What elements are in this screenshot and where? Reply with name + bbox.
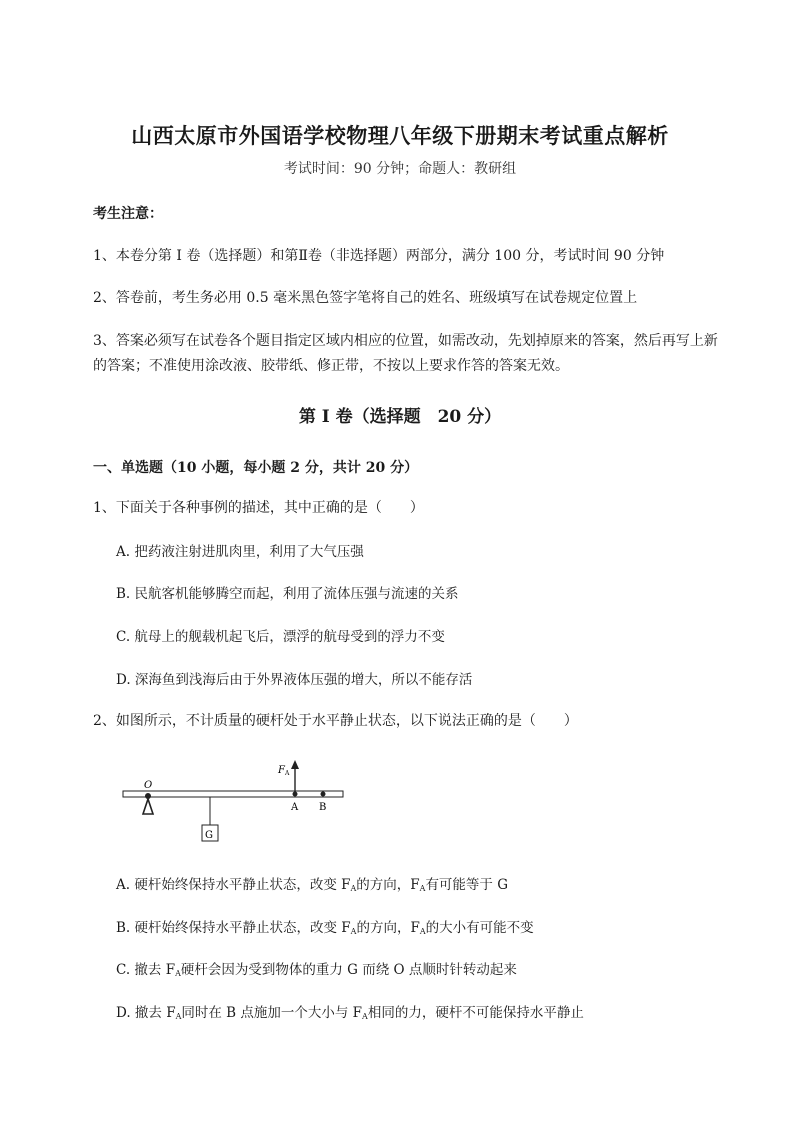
question-2-option-c: [116, 958, 517, 978]
subscript: A: [175, 969, 181, 978]
subscript: A: [419, 884, 426, 893]
pivot-triangle: [143, 799, 153, 814]
notice-item: 2、答卷前，考生务必用 0.5 毫米黑色签字笔将自己的姓名、班级填写在试卷规定位置上: [93, 290, 638, 306]
option-text: B. 硬杆始终保持水平静止状态，改变 F: [116, 920, 351, 936]
question-1-option-b: B. 民航客机能够腾空而起，利用了流体压强与流速的关系: [116, 586, 459, 602]
option-text: 有可能等于 G: [425, 877, 509, 893]
notice-item: 1、本卷分第 I 卷（选择题）和第Ⅱ卷（非选择题）两部分，满分 100 分，考试时间 90 分钟: [93, 248, 665, 264]
notice-item: 3、答案必须写在试卷各个题目指定区域内相应的位置，如需改动，先划掉原来的答案，然后再写上新: [93, 333, 718, 349]
option-text: 同时在 B 点施加一个大小与 F: [181, 1005, 363, 1021]
question-2-option-b: [116, 916, 534, 936]
point-a-label: A: [291, 802, 299, 813]
force-label: F: [278, 765, 285, 776]
option-text: A. 硬杆始终保持水平静止状态，改变 F: [116, 877, 351, 893]
question-1-stem: 1、下面关于各种事例的描述，其中正确的是（ ）: [93, 500, 424, 516]
exam-info: 考试时间：90 分钟；命题人：教研组: [283, 161, 517, 177]
lever-bar: [123, 791, 343, 797]
point-b: [321, 792, 326, 797]
option-text: 的方向，F: [356, 920, 420, 936]
question-1-option-c: C. 航母上的舰载机起飞后，漂浮的航母受到的浮力不变: [116, 629, 445, 645]
point-a: [293, 792, 298, 797]
subscript: A: [175, 1012, 182, 1021]
question-1-option-a: A. 把药液注射进肌肉里，利用了大气压强: [116, 544, 364, 560]
subscript: A: [350, 927, 357, 936]
subscript: A: [419, 927, 426, 936]
subscript: A: [362, 1012, 368, 1021]
option-text: 硬杆会因为受到物体的重力 G 而绕 O 点顺时针转动起来: [180, 962, 517, 978]
question-2-option-a: [116, 873, 508, 893]
subscript: A: [350, 884, 357, 893]
part-heading: 一、单选题（10 小题，每小题 2 分，共计 20 分）: [93, 460, 419, 476]
weight-label: G: [205, 830, 213, 841]
option-text: C. 撤去 F: [116, 962, 176, 978]
pivot-label: O: [144, 780, 153, 791]
lever-diagram: [110, 755, 360, 850]
section-title: 第 I 卷（选择题 20 分）: [298, 407, 502, 427]
option-text: 相同的力，硬杆不可能保持水平静止: [367, 1005, 584, 1021]
option-text: D. 撤去 F: [116, 1005, 176, 1021]
point-b-label: B: [319, 802, 327, 813]
page-title: 山西太原市外国语学校物理八年级下册期末考试重点解析: [131, 123, 669, 148]
question-1-option-d: D. 深海鱼到浅海后由于外界液体压强的增大，所以不能存活: [116, 672, 473, 688]
force-subscript: A: [284, 770, 290, 777]
option-text: 的大小有可能不变: [425, 920, 534, 936]
force-arrowhead: [291, 760, 299, 769]
svg-text:FA: [277, 765, 290, 777]
question-2-option-d: [116, 1001, 584, 1021]
notice-item: 的答案；不准使用涂改液、胶带纸、修正带，不按以上要求作答的答案无效。: [93, 358, 569, 374]
question-2-stem: 2、如图所示，不计质量的硬杆处于水平静止状态，以下说法正确的是（ ）: [93, 713, 578, 729]
notice-heading: 考生注意：: [93, 206, 163, 222]
option-text: 的方向，F: [356, 877, 420, 893]
